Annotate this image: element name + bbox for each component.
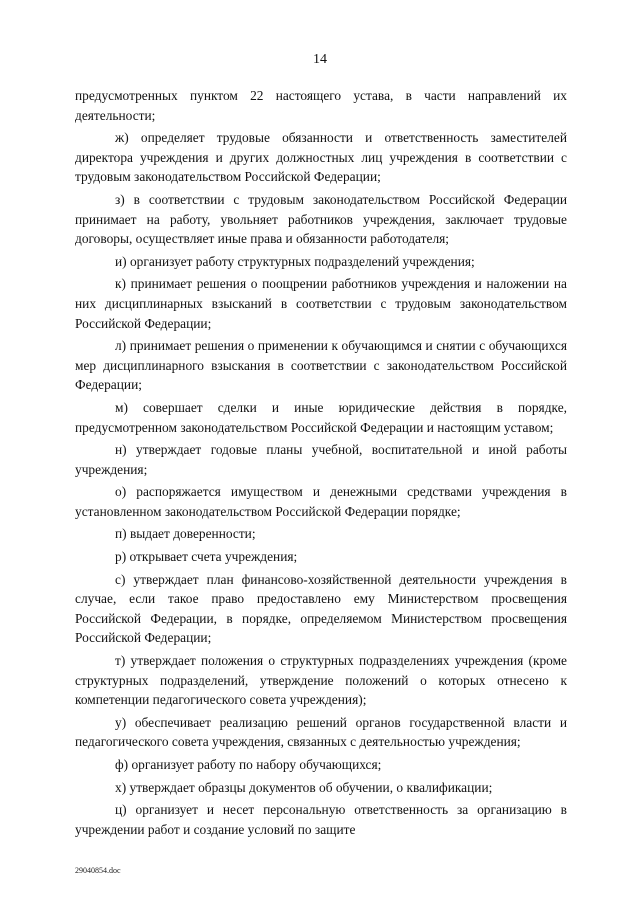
paragraph: ц) организует и несет персональную ответственность за организацию в учреждении работ и создание условий по защите xyxy=(75,802,567,837)
paragraph: з) в соответствии с трудовым законодательством Российской Федерации принимает на работу, увольняет работников учреждения, заключает трудовые договоры, осуществляет иные права и обязанности работодателя; xyxy=(75,191,567,247)
paragraph: м) совершает сделки и иные юридические действия в порядке, предусмотренном законодательством Российской Федерации и настоящим уставом; xyxy=(75,399,567,435)
paragraph: с) утверждает план финансово-хозяйственной деятельности учреждения в случае, если такое право предоставлено ему Министерством просвещения Российской Федерации, в порядке, определяемом Министерством просвещения Российской Федерации; xyxy=(75,571,567,646)
page-number: 14 xyxy=(313,52,327,67)
document-filename: 29040854.doc xyxy=(75,866,121,875)
paragraph: у) обеспечивает реализацию решений органов государственной власти и педагогического совета учреждения, связанных с деятельностью учреждения; xyxy=(75,714,567,750)
paragraph: л) принимает решения о применении к обучающимся и снятии с обучающихся мер дисциплинарного взыскания в соответствии с законодательством Российской Федерации; xyxy=(75,338,567,393)
paragraph: н) утверждает годовые планы учебной, воспитательной и иной работы учреждения; xyxy=(75,442,567,477)
paragraph: п) выдает доверенности; xyxy=(115,526,256,542)
paragraph: предусмотренных пунктом 22 настоящего устава, в части направлений их деятельности; xyxy=(75,88,567,123)
paragraph: ж) определяет трудовые обязанности и ответственность заместителей директора учреждения и других должностных лиц учреждения в соответствии с трудовым законодательством Российской Федерации; xyxy=(75,130,567,185)
document-body xyxy=(75,86,567,839)
paragraph: к) принимает решения о поощрении работников учреждения и наложении на них дисциплинарных взысканий в соответствии с трудовым законодательством Российской Федерации; xyxy=(75,276,567,331)
paragraph: т) утверждает положения о структурных подразделениях учреждения (кроме структурных подразделений, утверждение положений о которых отнесено к компетенции педагогического совета учреждения); xyxy=(75,653,567,708)
paragraph: ф) организует работу по набору обучающихся; xyxy=(115,757,382,772)
paragraph: р) открывает счета учреждения; xyxy=(115,549,298,565)
paragraph: х) утверждает образцы документов об обучении, о квалификации; xyxy=(115,779,493,795)
paragraph: о) распоряжается имуществом и денежными средствами учреждения в установленном законодательством Российской Федерации порядке; xyxy=(75,484,567,519)
paragraph: и) организует работу структурных подразделений учреждения; xyxy=(115,253,475,269)
